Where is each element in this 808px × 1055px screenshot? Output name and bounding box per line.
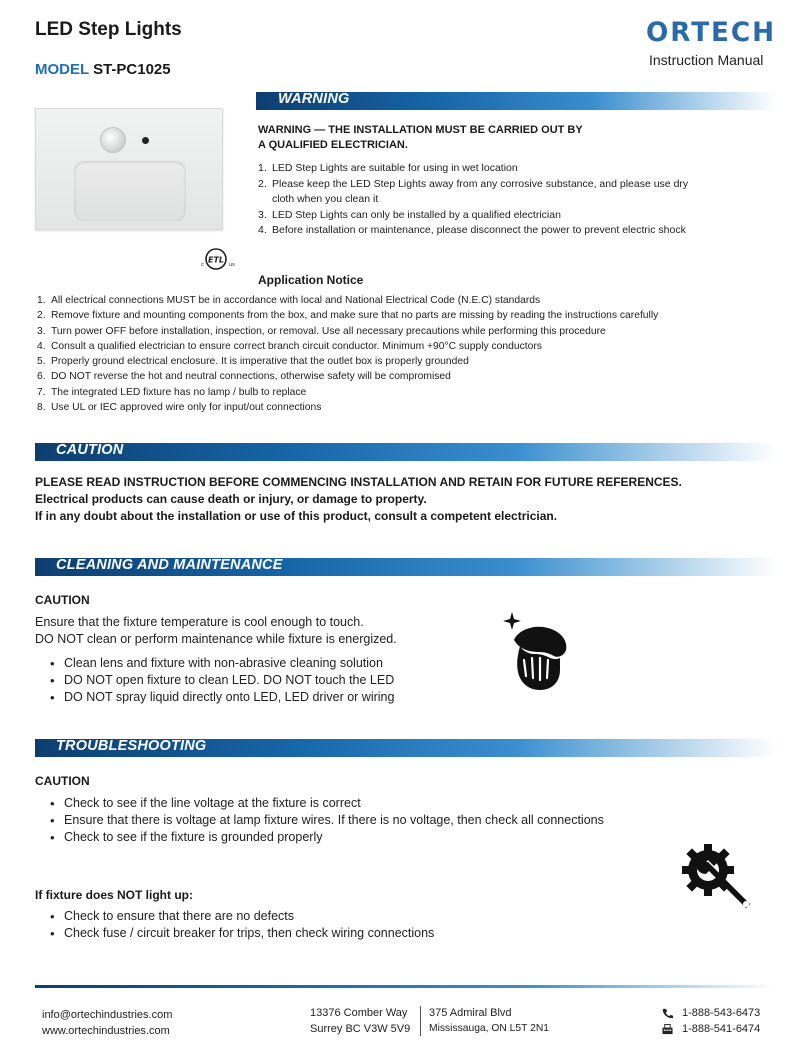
phone-icon [662,1008,673,1019]
address-line: Mississauga, ON L5T 2N1 [429,1023,549,1034]
brand-logo [646,14,776,46]
motion-sensor [100,127,126,153]
troubleshooting-bullets [35,795,604,846]
warning-item: 2. Please keep the LED Step Lights away from any corrosive substance, and please use dry cloth when you clean it [258,177,689,205]
notice-item: 1. All electrical connections MUST be in accordance with local and National Electrical Code (N.E.C) standards [37,295,541,306]
address-line: 13376 Comber Way [310,1007,408,1019]
notice-item: 6. DO NOT reverse the hot and neutral connections, otherwise safety will be compromised [37,371,451,383]
svg-text:ETL: ETL [207,255,225,265]
caution-line: If in any doubt about the installation or use of this product, consult a competent electrician. [35,509,558,523]
warning-heading-line: WARNING — THE INSTALLATION MUST BE CARRIED OUT BY [258,124,583,136]
etl-certification-icon [200,244,240,274]
footer-address-2 [429,1005,549,1037]
troubleshooting-bullet: • Ensure that there is voltage at lamp fixture wires. If there is no voltage, then check all connections [35,812,604,829]
product-title: LED Step Lights [35,19,182,40]
application-notice-list [37,293,782,415]
notice-item: 5. Properly ground electrical enclosure. It is imperative that the outlet box is properly grounded [37,356,469,368]
fax-icon [662,1024,673,1035]
notice-item: 4. Consult a qualified electrician to ensure correct branch circuit conductor. Minimum +90°C supply conductors [37,340,542,352]
notice-item: 7. The integrated LED fixture has no lamp / bulb to replace [37,386,307,398]
troubleshooting-bullet: • Check to see if the fixture is grounded properly [35,829,604,846]
caution-text [35,474,682,525]
no-light-bullet: • Check fuse / circuit breaker for trips, then check wiring connections [35,925,434,942]
warning-bar [256,92,776,110]
footer-website[interactable]: www.ortechindustries.com [42,1025,170,1037]
notice-item: 3. Turn power OFF before installation, inspection, or removal. Use all necessary precautions while performing this procedure [37,325,606,337]
troubleshooting-bullet: • Check to see if the line voltage at the fixture is correct [35,795,604,812]
model-line [35,61,171,78]
footer-email[interactable]: info@ortechindustries.com [42,1009,173,1021]
caution-line: PLEASE READ INSTRUCTION BEFORE COMMENCING INSTALLATION AND RETAIN FOR FUTURE REFERENCES. [35,475,682,489]
no-light-bullet: • Check to ensure that there are no defects [35,908,434,925]
footer-phones [662,1005,760,1037]
footer-divider [420,1006,421,1036]
cleaning-caution-label: CAUTION [35,593,90,607]
address-line: Surrey BC V3W 5V9 [310,1023,411,1035]
warning-item: 1. LED Step Lights are suitable for using in wet location [258,162,518,174]
caution-bar [35,443,776,461]
svg-text:us: us [229,262,235,268]
application-notice-title: Application Notice [258,273,364,287]
warning-item: 3. LED Step Lights can only be installed by a qualified electrician [258,208,561,221]
notice-item: 8. Use UL or IEC approved wire only for input/out connections [37,402,322,414]
product-image [35,108,223,230]
troubleshooting-caution-label: CAUTION [35,774,90,788]
indicator-dot [142,137,149,144]
warning-bar-label: WARNING [278,91,350,107]
cleaning-bullet: • DO NOT spray liquid directly onto LED, LED driver or wiring [35,689,394,706]
warning-list [258,161,768,239]
svg-text:c: c [201,262,204,268]
warning-heading-line: A QUALIFIED ELECTRICIAN. [258,139,408,151]
caution-line: Electrical products can cause death or injury, or damage to property. [35,492,427,506]
footer-phone: 1-888-543-6473 [682,1007,761,1019]
cleaning-para-line: DO NOT clean or perform maintenance while fixture is energized. [35,632,397,646]
cleaning-para-line: Ensure that the fixture temperature is cool enough to touch. [35,615,364,629]
svg-text:ORTECH: ORTECH [646,17,776,46]
footer-contact [42,1007,172,1039]
no-light-bullets [35,908,434,942]
caution-bar-label: CAUTION [56,442,124,458]
cleaning-hand-icon [500,610,572,696]
model-number: ST-PC1025 [93,61,171,78]
cleaning-bullet: • DO NOT open fixture to clean LED. DO NOT touch the LED [35,672,394,689]
cleaning-bar-label: CLEANING AND MAINTENANCE [56,557,283,573]
footer-fax: 1-888-541-6474 [682,1023,761,1035]
footer-rule [35,985,776,988]
light-lens [74,161,186,221]
cleaning-paragraph [35,614,397,648]
notice-item: 2. Remove fixture and mounting components from the box, and make sure that no parts are missing by reading the instructions carefully [37,310,659,322]
warning-heading [258,123,583,153]
cleaning-bullets [35,655,394,706]
troubleshooting-bar [35,739,776,757]
address-line: 375 Admiral Blvd [429,1007,512,1019]
gear-wrench-icon [680,842,756,914]
manual-label: Instruction Manual [649,52,764,68]
model-label: MODEL [35,61,89,78]
cleaning-bar [35,558,776,576]
troubleshooting-bar-label: TROUBLESHOOTING [56,738,207,754]
footer-address-1 [310,1005,410,1037]
warning-item: 4. Before installation or maintenance, please disconnect the power to prevent electric shock [258,224,686,236]
cleaning-bullet: • Clean lens and fixture with non-abrasive cleaning solution [35,655,394,672]
no-light-label: If fixture does NOT light up: [35,888,193,902]
